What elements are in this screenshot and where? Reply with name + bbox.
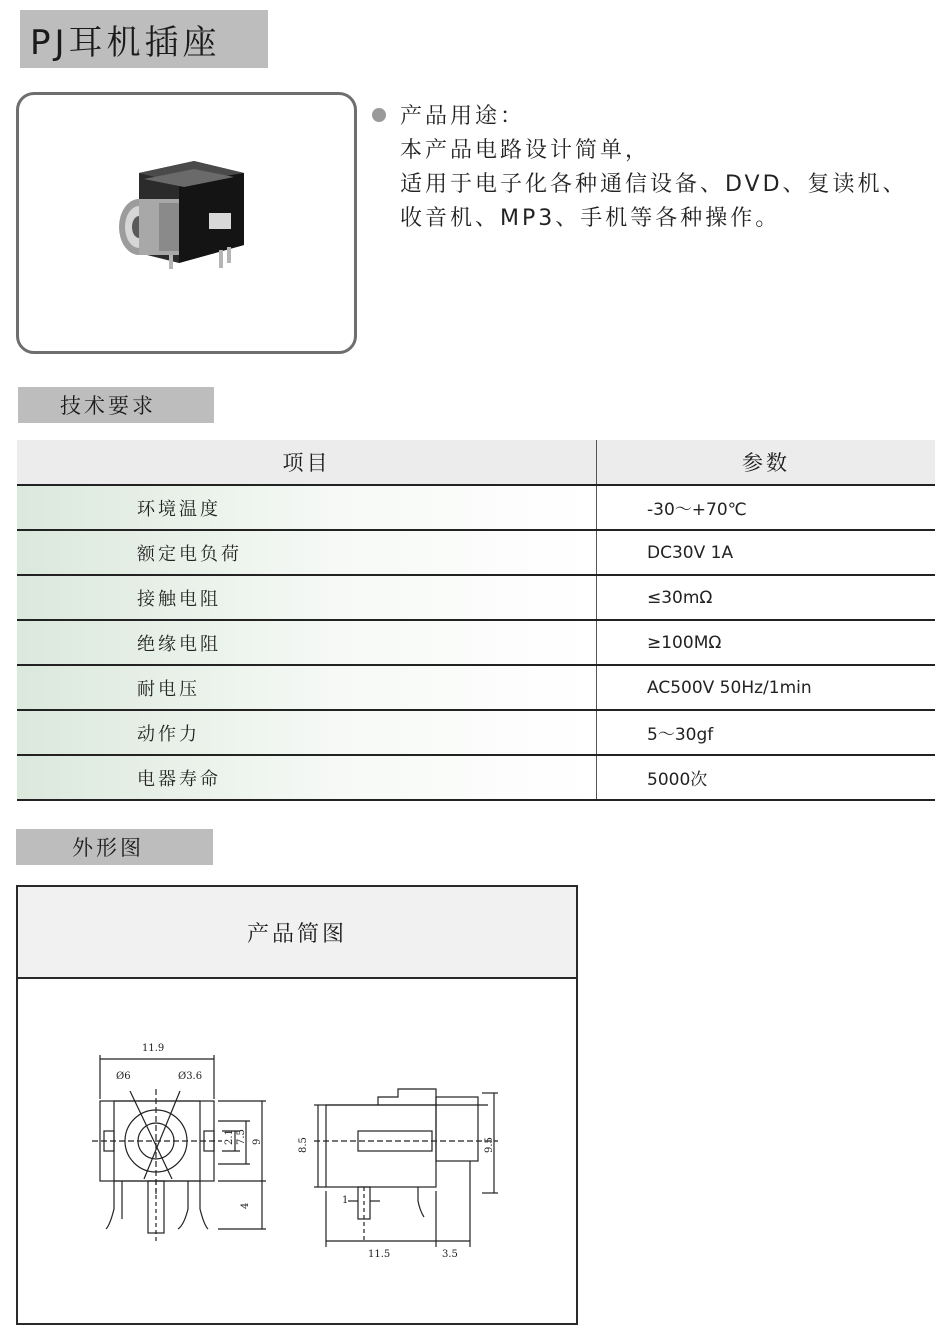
- dim-9-5: 9.5: [484, 1137, 495, 1153]
- technical-drawing: [18, 979, 576, 1325]
- spec-item: 绝缘电阻: [17, 620, 597, 665]
- dim-3-5: 3.5: [442, 1249, 458, 1260]
- table-row: [17, 485, 935, 530]
- table-row: [17, 530, 935, 575]
- usage-label: 产品用途：: [400, 104, 526, 129]
- spec-item: 电器寿命: [17, 755, 597, 800]
- table-row: [17, 620, 935, 665]
- spec-item: 动作力: [17, 710, 597, 755]
- page-title: PJ耳机插座: [20, 10, 268, 68]
- spec-value: 5000次: [597, 755, 936, 800]
- outline-drawing-heading: 外形图: [16, 829, 213, 865]
- table-row: [17, 710, 935, 755]
- product-photo-frame: [16, 92, 357, 354]
- dim-8-5: 8.5: [298, 1137, 309, 1153]
- product-usage: [372, 100, 932, 236]
- dim-1: 1: [342, 1195, 349, 1206]
- usage-line: 本产品电路设计简单，: [400, 138, 651, 163]
- drawing-frame: [16, 885, 578, 1325]
- dim-4: 4: [240, 1202, 251, 1209]
- tech-requirements-heading: 技术要求: [18, 387, 214, 423]
- table-row: [17, 575, 935, 620]
- usage-line: 适用于电子化各种通信设备、DVD、复读机、: [400, 172, 908, 197]
- spec-item: 环境温度: [17, 485, 597, 530]
- drawing-title: 产品简图: [18, 887, 576, 979]
- usage-line: 收音机、MP3、手机等各种操作。: [400, 206, 781, 231]
- audio-jack-photo: [19, 95, 354, 351]
- table-header-row: [17, 440, 935, 485]
- spec-value: DC30V 1A: [597, 530, 936, 575]
- dim-11-5: 11.5: [368, 1249, 391, 1260]
- dim-7-5: 7.5: [236, 1129, 247, 1145]
- dim-2-1: 2.1: [224, 1129, 235, 1145]
- spec-table: [17, 440, 935, 801]
- spec-item: 额定电负荷: [17, 530, 597, 575]
- spec-value: AC500V 50Hz/1min: [597, 665, 936, 710]
- table-row: [17, 665, 935, 710]
- header-item: 项目: [17, 440, 597, 485]
- dim-width-front: 11.9: [142, 1043, 165, 1054]
- bullet-icon: [372, 108, 386, 122]
- header-param: 参数: [597, 440, 936, 485]
- spec-value: 5～30gf: [597, 710, 936, 755]
- dim-pin-diameter: Ø3.6: [178, 1071, 203, 1082]
- spec-value: ≤30mΩ: [597, 575, 936, 620]
- dim-hole-diameter: Ø6: [116, 1071, 131, 1082]
- spec-item: 耐电压: [17, 665, 597, 710]
- dim-9: 9: [252, 1138, 263, 1145]
- spec-value: -30～+70℃: [597, 485, 936, 530]
- table-row: [17, 755, 935, 800]
- spec-value: ≥100MΩ: [597, 620, 936, 665]
- spec-item: 接触电阻: [17, 575, 597, 620]
